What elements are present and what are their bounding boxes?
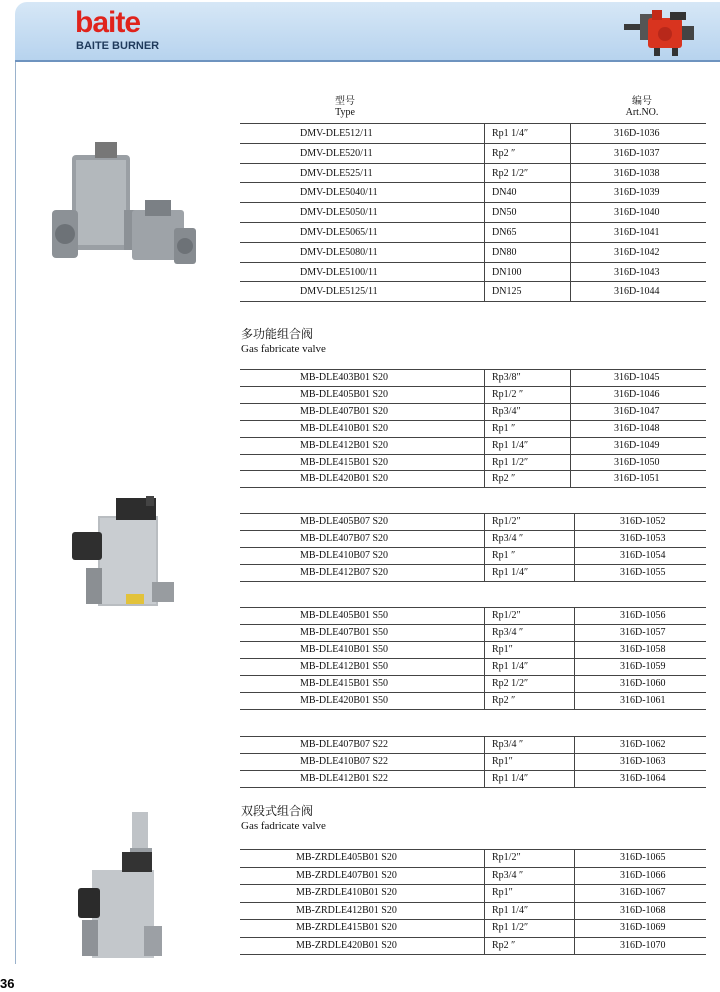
connection-size-cell: Rp1 1/4″ (492, 128, 529, 139)
table-row-rule (240, 849, 706, 850)
table-row-rule (240, 420, 706, 421)
art-number-cell: 316D-1042 (614, 247, 660, 258)
table-row-rule (240, 513, 706, 514)
model-type-cell: MB-ZRDLE405B01 S20 (296, 852, 397, 863)
table-row-rule (240, 301, 706, 302)
table-row (240, 678, 706, 690)
model-type-cell: MB-DLE410B07 S22 (300, 756, 389, 767)
table-row (240, 627, 706, 639)
model-type-cell: MB-ZRDLE420B01 S20 (296, 940, 397, 951)
model-type-cell: MB-DLE407B07 S20 (300, 533, 389, 544)
table-row (240, 852, 706, 864)
table-row-rule (240, 692, 706, 693)
art-number-cell: 316D-1055 (620, 567, 666, 578)
column-header-art-cn: 编号 (632, 96, 652, 107)
table-row (240, 610, 706, 622)
table-row-rule (240, 262, 706, 263)
art-number-cell: 316D-1043 (614, 267, 660, 278)
table-row-rule (240, 143, 706, 144)
section-title-two-stage-en: Gas fadricate valve (241, 820, 326, 832)
model-type-cell: DMV-DLE525/11 (300, 168, 373, 179)
art-number-cell: 316D-1056 (620, 610, 666, 621)
table-row-rule (240, 884, 706, 885)
model-type-cell: MB-DLE405B07 S20 (300, 516, 389, 527)
art-number-cell: 316D-1047 (614, 406, 660, 417)
connection-size-cell: Rp1 ″ (492, 423, 516, 434)
table-row (240, 940, 706, 952)
connection-size-cell: Rp1 1/2″ (492, 922, 529, 933)
column-header-type-cn: 型号 (335, 96, 355, 107)
model-type-cell: MB-DLE420B01 S50 (300, 695, 389, 706)
table-row-rule (240, 867, 706, 868)
table-row (240, 227, 706, 239)
column-header-art (612, 96, 672, 118)
art-number-cell: 316D-1057 (620, 627, 666, 638)
art-number-cell: 316D-1045 (614, 372, 660, 383)
art-number-cell: 316D-1054 (620, 550, 666, 561)
table-row-rule (240, 902, 706, 903)
section-title-multifunction-en: Gas fabricate valve (241, 343, 326, 355)
connection-size-cell: Rp2 ″ (492, 940, 516, 951)
art-number-cell: 316D-1049 (614, 440, 660, 451)
table-row (240, 440, 706, 452)
connection-size-cell: Rp1 1/4″ (492, 773, 529, 784)
table-row (240, 887, 706, 899)
table-row (240, 148, 706, 160)
table-row-rule (240, 369, 706, 370)
double-valve-image (50, 140, 200, 275)
multifunction-valve-image (68, 496, 178, 621)
table-row (240, 267, 706, 279)
model-type-cell: MB-DLE407B01 S50 (300, 627, 389, 638)
model-type-cell: MB-DLE415B01 S20 (300, 457, 389, 468)
table-row-rule (240, 787, 706, 788)
table-row (240, 922, 706, 934)
table-row (240, 389, 706, 401)
table-row-rule (240, 487, 706, 488)
art-number-cell: 316D-1050 (614, 457, 660, 468)
page-number: 36 (0, 976, 15, 991)
connection-size-cell: DN100 (492, 267, 522, 278)
table-row-rule (240, 403, 706, 404)
table-row (240, 739, 706, 751)
burner-product-image (622, 4, 698, 58)
table-row-rule (240, 770, 706, 771)
art-number-cell: 316D-1039 (614, 187, 660, 198)
model-type-cell: DMV-DLE5050/11 (300, 207, 378, 218)
table-row-rule (240, 658, 706, 659)
model-type-cell: MB-DLE412B01 S20 (300, 440, 389, 451)
column-header-type-en: Type (335, 107, 355, 118)
model-type-cell: DMV-DLE5100/11 (300, 267, 378, 278)
brand-logo: baite (75, 6, 141, 39)
connection-size-cell: Rp1″ (492, 644, 513, 655)
model-type-cell: MB-DLE412B07 S20 (300, 567, 389, 578)
table-row (240, 644, 706, 656)
table-row (240, 247, 706, 259)
art-number-cell: 316D-1063 (620, 756, 666, 767)
art-number-cell: 316D-1064 (620, 773, 666, 784)
connection-size-cell: DN50 (492, 207, 517, 218)
connection-size-cell: Rp2 ″ (492, 695, 516, 706)
connection-size-cell: Rp1 ″ (492, 550, 516, 561)
table-row-rule (240, 437, 706, 438)
table-row-rule (240, 386, 706, 387)
connection-size-cell: Rp3/4 ″ (492, 533, 524, 544)
model-type-cell: MB-DLE405B01 S50 (300, 610, 389, 621)
art-number-cell: 316D-1067 (620, 887, 666, 898)
table-row (240, 423, 706, 435)
art-number-cell: 316D-1040 (614, 207, 660, 218)
art-number-cell: 316D-1059 (620, 661, 666, 672)
art-number-cell: 316D-1066 (620, 870, 666, 881)
model-type-cell: MB-ZRDLE412B01 S20 (296, 905, 397, 916)
art-number-cell: 316D-1044 (614, 286, 660, 297)
table-row (240, 756, 706, 768)
model-type-cell: MB-DLE412B01 S22 (300, 773, 389, 784)
column-header-type (320, 96, 370, 118)
table-row-rule (240, 937, 706, 938)
table-row (240, 207, 706, 219)
connection-size-cell: Rp3/4 ″ (492, 870, 524, 881)
table-row-rule (240, 607, 706, 608)
model-type-cell: MB-DLE412B01 S50 (300, 661, 389, 672)
table-row (240, 773, 706, 785)
art-number-cell: 316D-1051 (614, 473, 660, 484)
two-stage-valve-image (72, 808, 164, 968)
connection-size-cell: Rp1/2″ (492, 516, 521, 527)
table-row (240, 661, 706, 673)
model-type-cell: DMV-DLE5065/11 (300, 227, 378, 238)
connection-size-cell: Rp2 1/2″ (492, 168, 529, 179)
table-row (240, 516, 706, 528)
column-header-art-en: Art.NO. (625, 107, 659, 118)
connection-size-cell: Rp1 1/4″ (492, 661, 529, 672)
table-row (240, 905, 706, 917)
table-row-rule (240, 530, 706, 531)
connection-size-cell: Rp1″ (492, 756, 513, 767)
table-row-rule (240, 202, 706, 203)
connection-size-cell: Rp2 1/2″ (492, 678, 529, 689)
art-number-cell: 316D-1037 (614, 148, 660, 159)
connection-size-cell: DN125 (492, 286, 522, 297)
model-type-cell: MB-ZRDLE415B01 S20 (296, 922, 397, 933)
table-row (240, 457, 706, 469)
connection-size-cell: Rp3/4″ (492, 406, 521, 417)
table-row (240, 187, 706, 199)
model-type-cell: MB-DLE410B07 S20 (300, 550, 389, 561)
art-number-cell: 316D-1052 (620, 516, 666, 527)
left-margin-rule (15, 62, 16, 964)
connection-size-cell: DN80 (492, 247, 517, 258)
table-row-rule (240, 470, 706, 471)
table-row-rule (240, 919, 706, 920)
table-row-rule (240, 281, 706, 282)
table-row-rule (240, 581, 706, 582)
table-row-rule (240, 222, 706, 223)
table-row-rule (240, 163, 706, 164)
table-row (240, 372, 706, 384)
connection-size-cell: Rp1 1/4″ (492, 567, 529, 578)
model-type-cell: MB-DLE410B01 S20 (300, 423, 389, 434)
connection-size-cell: Rp1 1/4″ (492, 440, 529, 451)
table-row-rule (240, 564, 706, 565)
model-type-cell: DMV-DLE5125/11 (300, 286, 378, 297)
model-type-cell: MB-ZRDLE407B01 S20 (296, 870, 397, 881)
table-row (240, 550, 706, 562)
art-number-cell: 316D-1069 (620, 922, 666, 933)
table-row-rule (240, 123, 706, 124)
table-row (240, 870, 706, 882)
table-row-rule (240, 736, 706, 737)
model-type-cell: MB-DLE405B01 S20 (300, 389, 389, 400)
art-number-cell: 316D-1070 (620, 940, 666, 951)
table-row (240, 533, 706, 545)
connection-size-cell: Rp2 ″ (492, 473, 516, 484)
model-type-cell: DMV-DLE512/11 (300, 128, 373, 139)
art-number-cell: 316D-1041 (614, 227, 660, 238)
connection-size-cell: DN65 (492, 227, 517, 238)
connection-size-cell: Rp1 1/4″ (492, 905, 529, 916)
art-number-cell: 316D-1046 (614, 389, 660, 400)
art-number-cell: 316D-1038 (614, 168, 660, 179)
connection-size-cell: Rp3/4 ″ (492, 739, 524, 750)
table-row (240, 168, 706, 180)
art-number-cell: 316D-1060 (620, 678, 666, 689)
model-type-cell: MB-DLE407B01 S20 (300, 406, 389, 417)
connection-size-cell: Rp1/2″ (492, 852, 521, 863)
table-row-rule (240, 709, 706, 710)
table-row-rule (240, 454, 706, 455)
connection-size-cell: Rp1/2 ″ (492, 389, 524, 400)
connection-size-cell: Rp2 ″ (492, 148, 516, 159)
table-row (240, 567, 706, 579)
table-row-rule (240, 182, 706, 183)
section-title-multifunction-cn: 多功能组合阀 (241, 327, 314, 341)
art-number-cell: 316D-1058 (620, 644, 666, 655)
model-type-cell: MB-DLE420B01 S20 (300, 473, 389, 484)
connection-size-cell: Rp1/2″ (492, 610, 521, 621)
section-title-two-stage-cn: 双段式组合阀 (241, 804, 314, 818)
table-row-rule (240, 753, 706, 754)
table-row (240, 286, 706, 298)
art-number-cell: 316D-1065 (620, 852, 666, 863)
table-row (240, 695, 706, 707)
model-type-cell: MB-DLE415B01 S50 (300, 678, 389, 689)
art-number-cell: 316D-1053 (620, 533, 666, 544)
connection-size-cell: Rp3/8″ (492, 372, 521, 383)
model-type-cell: DMV-DLE520/11 (300, 148, 373, 159)
table-row (240, 473, 706, 485)
model-type-cell: DMV-DLE5080/11 (300, 247, 378, 258)
header-divider (15, 60, 720, 62)
art-number-cell: 316D-1036 (614, 128, 660, 139)
connection-size-cell: Rp3/4 ″ (492, 627, 524, 638)
table-row-rule (240, 954, 706, 955)
connection-size-cell: Rp1 1/2″ (492, 457, 529, 468)
art-number-cell: 316D-1062 (620, 739, 666, 750)
connection-size-cell: DN40 (492, 187, 517, 198)
table-row-rule (240, 675, 706, 676)
art-number-cell: 316D-1061 (620, 695, 666, 706)
model-type-cell: DMV-DLE5040/11 (300, 187, 378, 198)
table-row-rule (240, 547, 706, 548)
art-number-cell: 316D-1048 (614, 423, 660, 434)
art-number-cell: 316D-1068 (620, 905, 666, 916)
model-type-cell: MB-DLE407B07 S22 (300, 739, 389, 750)
table-row (240, 406, 706, 418)
model-type-cell: MB-ZRDLE410B01 S20 (296, 887, 397, 898)
model-type-cell: MB-DLE403B01 S20 (300, 372, 389, 383)
table-row (240, 128, 706, 140)
table-row-rule (240, 624, 706, 625)
table-row-rule (240, 641, 706, 642)
connection-size-cell: Rp1″ (492, 887, 513, 898)
brand-name: BAITE BURNER (76, 40, 160, 52)
table-row-rule (240, 242, 706, 243)
model-type-cell: MB-DLE410B01 S50 (300, 644, 389, 655)
